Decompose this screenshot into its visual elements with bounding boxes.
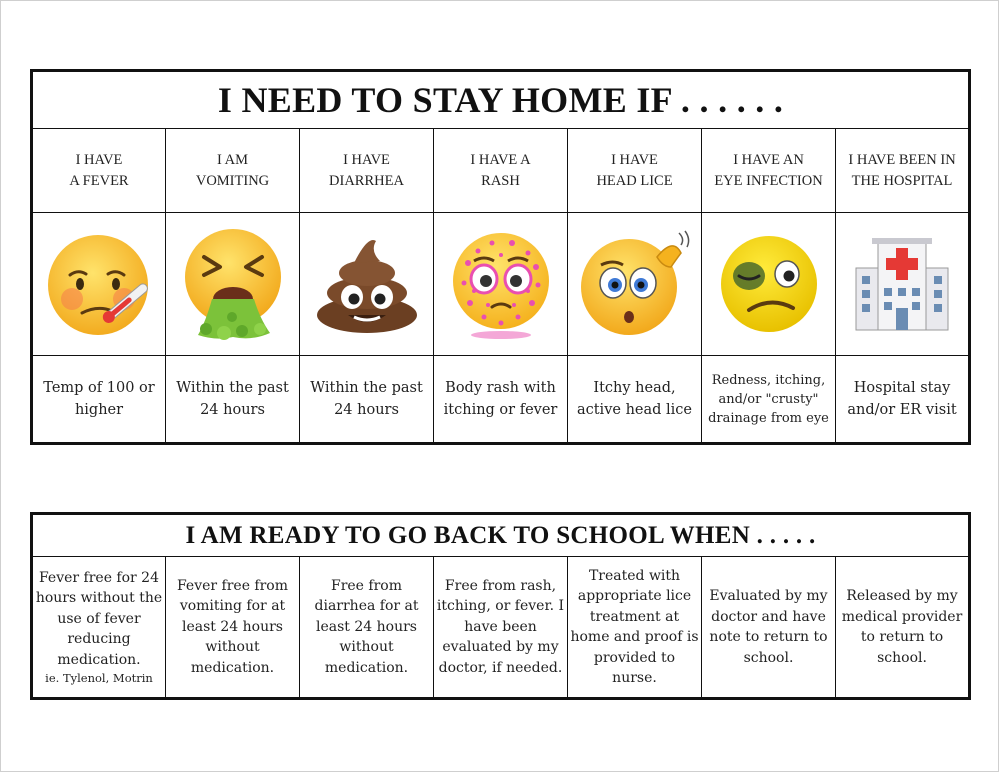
poop-icon — [310, 231, 424, 337]
back-to-school-table — [30, 512, 971, 700]
criteria-fever: Fever free for 24 hours without the use of fever reducing medication. ie. Tylenol, Motrin — [32, 557, 166, 699]
heading-hospital: I HAVE BEEN IN THE HOSPITAL — [836, 129, 970, 213]
heading-rash: I HAVE A RASH — [434, 129, 568, 213]
heading-eye-infection: I HAVE AN EYE INFECTION — [702, 129, 836, 213]
description-vomiting: Within the past 24 hours — [166, 356, 300, 444]
heading-head-lice: I HAVE HEAD LICE — [568, 129, 702, 213]
criteria-eye-infection: Evaluated by my doctor and have note to return to school. — [702, 557, 836, 699]
heading-vomiting: I AM VOMITING — [166, 129, 300, 213]
eye-infection-face-icon — [715, 230, 823, 338]
back-to-school-title: I AM READY TO GO BACK TO SCHOOL WHEN . . . . . — [32, 514, 970, 557]
heading-diarrhea: I HAVE DIARRHEA — [300, 129, 434, 213]
stay-home-title: I NEED TO STAY HOME IF . . . . . . — [32, 71, 970, 129]
heading-fever: I HAVE A FEVER — [32, 129, 166, 213]
condition-descriptions-row — [32, 356, 970, 444]
criteria-diarrhea: Free from diarrhea for at least 24 hours without medication. — [300, 557, 434, 699]
description-hospital: Hospital stay and/or ER visit — [836, 356, 970, 444]
criteria-head-lice: Treated with appropriate lice treatment at home and proof is provided to nurse. — [568, 557, 702, 699]
description-fever: Temp of 100 or higher — [32, 356, 166, 444]
description-head-lice: Itchy head, active head lice — [568, 356, 702, 444]
condition-icons-row — [32, 213, 970, 356]
fever-face-icon — [42, 227, 156, 341]
criteria-rash: Free from rash, itching, or fever. I have been evaluated by my doctor, if needed. — [434, 557, 568, 699]
hospital-icon — [850, 234, 954, 334]
condition-headings-row — [32, 129, 970, 213]
return-criteria-row — [32, 557, 970, 699]
description-diarrhea: Within the past 24 hours — [300, 356, 434, 444]
description-eye-infection: Redness, itching, and/or "crusty" drainage from eye — [702, 356, 836, 444]
rash-face-icon — [444, 225, 558, 343]
criteria-hospital: Released by my medical provider to return to school. — [836, 557, 970, 699]
criteria-fever-note: ie. Tylenol, Motrin — [45, 671, 153, 686]
stay-home-table — [30, 69, 971, 445]
vomiting-face-icon — [176, 225, 290, 343]
description-rash: Body rash with itching or fever — [434, 356, 568, 444]
scratching-head-face-icon — [575, 227, 695, 341]
criteria-vomiting: Fever free from vomiting for at least 24 hours without medication. — [166, 557, 300, 699]
